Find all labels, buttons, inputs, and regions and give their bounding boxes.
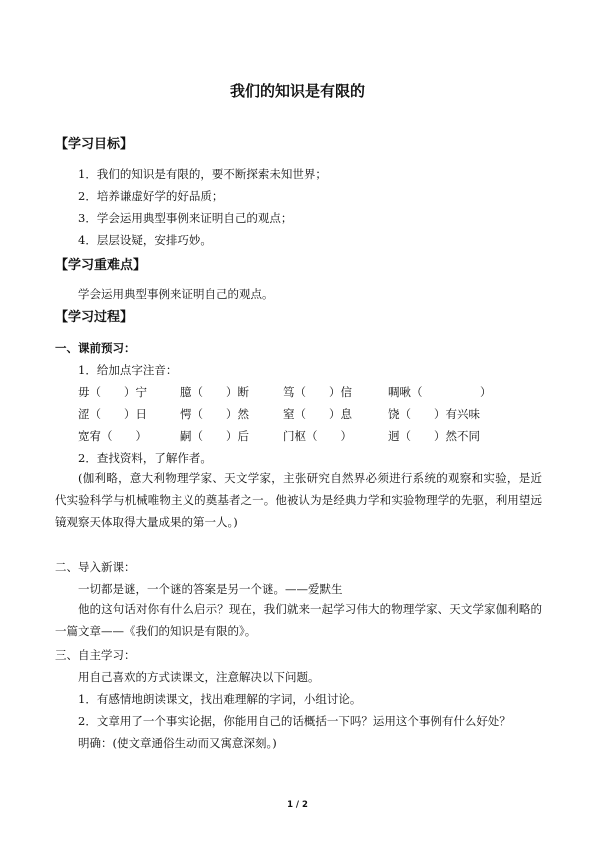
preview-item-1: 1．给加点字注音： [78, 363, 178, 377]
keypoints-heading: 【学习重难点】 [55, 258, 147, 273]
keypoints-text: 学会运用典型事例来证明自己的观点。 [78, 287, 274, 301]
pinyin-cell: 迥（ ）然不同 [388, 429, 480, 443]
pinyin-cell: 涩（ ）日 [78, 407, 147, 421]
pinyin-cell: 愕（ ）然 [180, 407, 249, 421]
goal-item-1: 1．我们的知识是有限的，要不断探索未知世界； [78, 167, 327, 181]
goal-item-3: 3．学会运用典型事例来证明自己的观点； [78, 211, 293, 225]
intro-text: 他的这句话对你有什么启示？现在，我们就来一起学习伟大的物理学家、天文学家伽利略的一篇文章——《我们的知识是有限的》。 [55, 602, 542, 638]
preview-heading: 一、课前预习： [55, 341, 136, 355]
pinyin-cell: 毋（ ）宁 [78, 385, 147, 399]
pinyin-cell: 啁啾（ ） [388, 385, 492, 399]
author-note: (伽利略，意大利物理学家、天文学家，主张研究自然界必须进行系统的观察和实验，是近代实验科学与机械唯物主义的奠基者之一。他被认为是经典力学和实验物理学的先驱，利用望远镜观察天体取得大量成果的第一人。) [55, 471, 542, 529]
preview-item-2: 2．查找资料，了解作者。 [78, 451, 212, 465]
pinyin-cell: 宽宥（ ） [78, 429, 147, 443]
pinyin-cell: 臆（ ）断 [180, 385, 249, 399]
page-title: 我们的知识是有限的 [229, 82, 365, 100]
pinyin-cell: 饶（ ）有兴味 [388, 407, 480, 421]
self-study-line1: 用自己喜欢的方式读课文，注意解决以下问题。 [78, 670, 320, 684]
intro-heading: 二、导入新课： [55, 560, 136, 574]
self-study-answer: 明确：(使文章通俗生动而又寓意深刻。) [78, 736, 277, 750]
self-study-q2: 2．文章用了一个事实论据，你能用自己的话概括一下吗？运用这个事例有什么好处？ [78, 714, 511, 728]
goals-heading: 【学习目标】 [55, 137, 134, 152]
page-number: 1 / 2 [287, 800, 308, 810]
process-heading: 【学习过程】 [55, 310, 134, 325]
self-study-heading: 三、自主学习： [55, 648, 136, 662]
pinyin-cell: 门枢（ ） [283, 429, 352, 443]
goal-item-2: 2．培养谦虚好学的好品质； [78, 189, 224, 203]
pinyin-cell: 笃（ ）信 [283, 385, 352, 399]
self-study-q1: 1．有感情地朗读课文，找出难理解的字词，小组讨论。 [78, 692, 362, 706]
pinyin-cell: 嗣（ ）后 [180, 429, 249, 443]
goal-item-4: 4．层层设疑，安排巧妙。 [78, 233, 212, 247]
intro-quote: 一切都是谜，一个谜的答案是另一个谜。——爱默生 [78, 582, 343, 596]
pinyin-cell: 窒（ ）息 [283, 407, 352, 421]
